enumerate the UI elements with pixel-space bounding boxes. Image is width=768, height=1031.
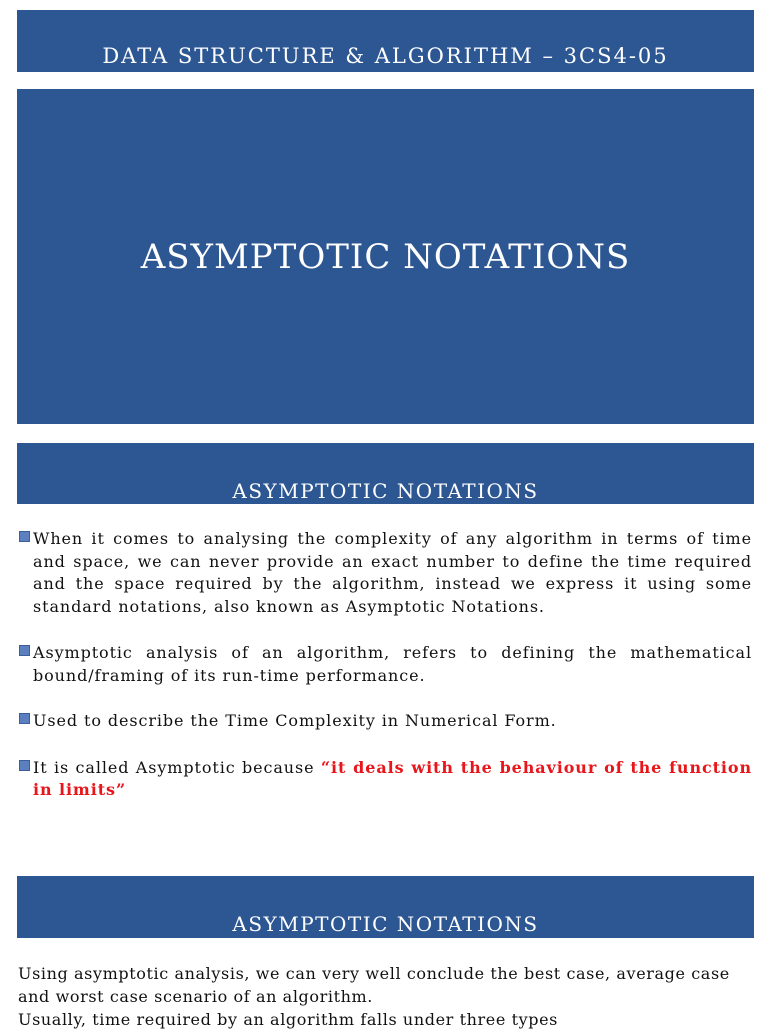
square-bullet-icon bbox=[19, 531, 30, 542]
bullet-text: When it comes to analysing the complexity of any algorithm in terms of time and space, we can never provide an exact number to define the time required and the space required by the algorithm, instead we express it using some standard notations, also known as Asymptotic Notations. bbox=[33, 529, 752, 616]
bullet-item bbox=[18, 642, 752, 687]
slide2-heading-band bbox=[17, 443, 754, 504]
bullet-item bbox=[18, 528, 752, 618]
slide2-bullet-list bbox=[18, 528, 752, 825]
course-header-band bbox=[17, 10, 754, 72]
slide3-heading-band bbox=[17, 876, 754, 938]
bullet-text: It is called Asymptotic because bbox=[33, 757, 321, 777]
bullet-text: Used to describe the Time Complexity in Numerical Form. bbox=[33, 711, 557, 730]
highlighted-quote: “it deals with the behaviour of the function in limits” bbox=[33, 757, 752, 799]
square-bullet-icon bbox=[19, 713, 30, 724]
slide-title: ASYMPTOTIC NOTATIONS bbox=[140, 237, 631, 277]
slide3-paragraph: Using asymptotic analysis, we can very well conclude the best case, average case and worst case scenario of an algorithm. bbox=[18, 964, 730, 1006]
slide3-paragraph: Usually, time required by an algorithm falls under three types bbox=[18, 1010, 558, 1029]
slide3-heading: ASYMPTOTIC NOTATIONS bbox=[232, 912, 539, 936]
bullet-item bbox=[18, 757, 752, 802]
square-bullet-icon bbox=[19, 760, 30, 771]
slide2-heading: ASYMPTOTIC NOTATIONS bbox=[232, 479, 539, 503]
bullet-text: Asymptotic analysis of an algorithm, refers to defining the mathematical bound/framing of its run-time performance. bbox=[33, 643, 752, 685]
title-slide bbox=[17, 89, 754, 424]
square-bullet-icon bbox=[19, 645, 30, 656]
bullet-item bbox=[18, 710, 752, 733]
slide3-body bbox=[18, 962, 758, 1031]
course-header-title: DATA STRUCTURE & ALGORITHM – 3CS4-05 bbox=[102, 44, 669, 68]
